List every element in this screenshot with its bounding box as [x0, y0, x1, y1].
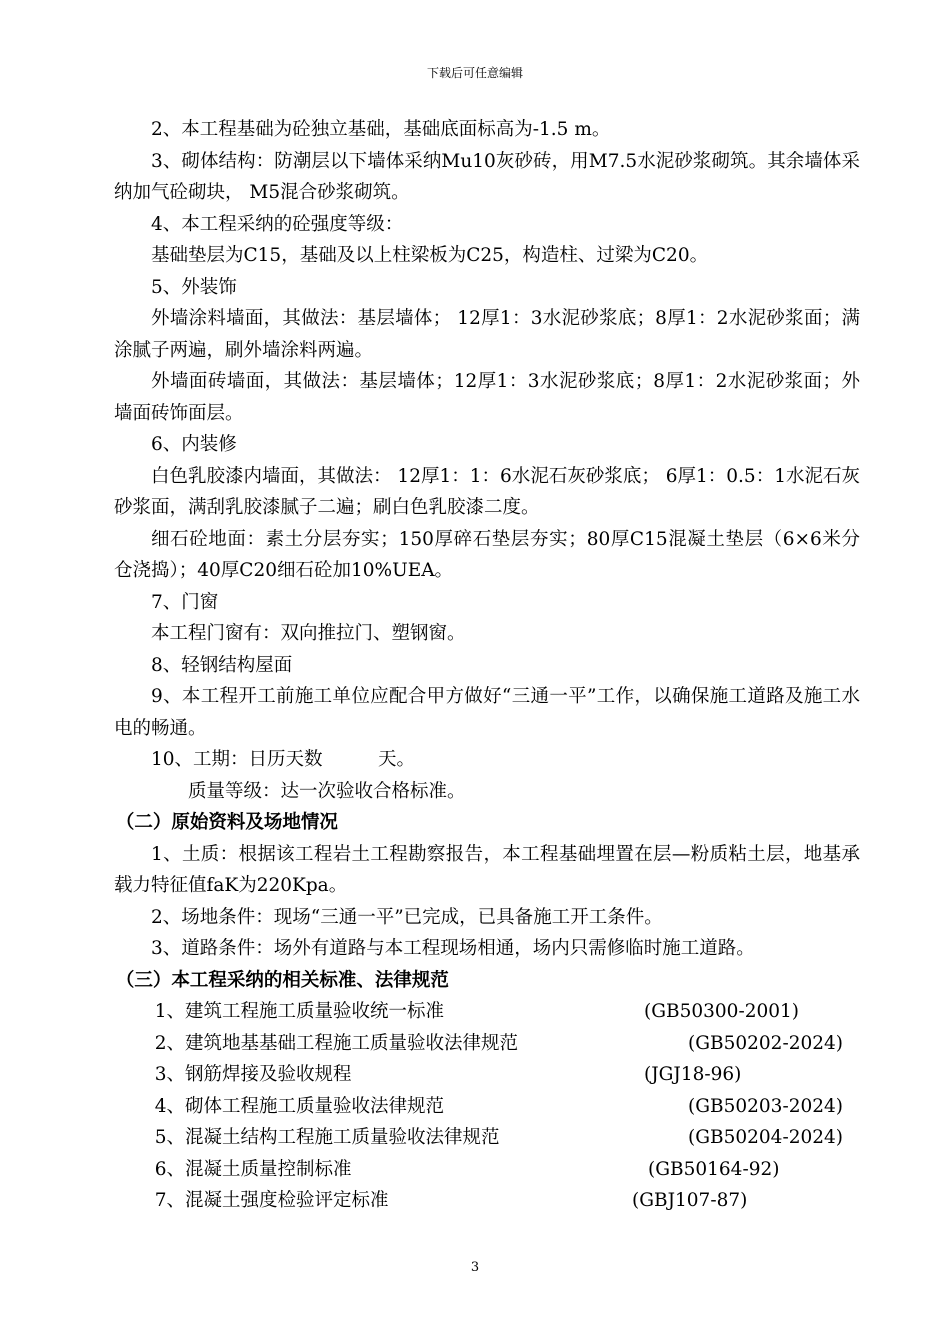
standard-item — [114, 996, 860, 1028]
standard-name: 7、混凝土强度检验评定标准 — [154, 1190, 389, 1211]
paragraph: 2、场地条件：现场“三通一平”已完成，已具备施工开工条件。 — [151, 906, 663, 928]
paragraph: 4、本工程采纳的砼强度等级： — [151, 213, 404, 235]
standard-name: 5、混凝土结构工程施工质量验收法律规范 — [154, 1127, 500, 1148]
standard-code: (GB50202-2024) — [688, 1032, 843, 1054]
standard-name: 1、建筑工程施工质量验收统一标准 — [154, 1001, 444, 1022]
paragraph: 细石砼地面：素土分层夯实；150厚碎石垫层夯实；80厚C15混凝土垫层（6×6米分仓浇捣）；40厚C20细石砼加10%UEA。 — [114, 528, 860, 581]
standard-code: (GB50300-2001) — [644, 1001, 799, 1022]
document-body — [114, 114, 860, 1217]
standard-code: (JGJ18-96) — [644, 1064, 742, 1085]
standard-name: 4、砌体工程施工质量验收法律规范 — [154, 1095, 444, 1117]
standard-code: (GB50204-2024) — [688, 1127, 843, 1148]
paragraph: 7、门窗 — [151, 591, 219, 613]
standard-item — [114, 1059, 860, 1091]
paragraph: 外墙涂料墙面，其做法：基层墙体； 12厚1：3水泥砂浆底；8厚1：2水泥砂浆面；满涂腻子两遍，刷外墙涂料两遍。 — [114, 308, 860, 361]
section-heading: （三）本工程采纳的相关标准、法律规范 — [115, 969, 449, 991]
standard-item — [114, 1185, 860, 1217]
standard-item — [114, 1154, 860, 1186]
standard-name: 2、建筑地基基础工程施工质量验收法律规范 — [154, 1032, 518, 1054]
standard-name: 6、混凝土质量控制标准 — [154, 1158, 352, 1180]
standard-code: (GBJ107-87) — [632, 1190, 748, 1211]
paragraph: 2、本工程基础为砼独立基础，基础底面标高为-1.5 m。 — [151, 119, 611, 140]
paragraph: 6、内装修 — [151, 434, 237, 455]
standard-code: (GB50164-92) — [648, 1158, 780, 1180]
paragraph: 8、轻钢结构屋面 — [151, 654, 293, 676]
paragraph: 5、外装饰 — [151, 276, 237, 298]
paragraph: 外墙面砖墙面，其做法：基层墙体；12厚1：3水泥砂浆底；8厚1：2水泥砂浆面；外墙面砖饰面层。 — [114, 371, 860, 424]
paragraph: 本工程门窗有：双向推拉门、塑钢窗。 — [151, 623, 466, 644]
paragraph: 基础垫层为C15，基础及以上柱梁板为C25，构造柱、过梁为C20。 — [151, 245, 709, 266]
standard-item — [114, 1122, 860, 1154]
paragraph: 质量等级：达一次验收合格标准。 — [188, 780, 466, 802]
paragraph: 3、砌体结构：防潮层以下墙体采纳Mu10灰砂砖，用M7.5水泥砂浆砌筑。其余墙体采纳加气砼砌块， M5混合砂浆砌筑。 — [114, 150, 860, 203]
paragraph: 1、土质：根据该工程岩土工程勘察报告，本工程基础埋置在层—粉质粘土层，地基承载力特征值faK为220Kpa。 — [114, 843, 860, 896]
page-header: 下载后可任意编辑 — [426, 66, 523, 80]
paragraph: 白色乳胶漆内墙面，其做法： 12厚1：1：6水泥石灰砂浆底； 6厚1：0.5：1水泥石灰砂浆面，满刮乳胶漆腻子二遍；刷白色乳胶漆二度。 — [114, 465, 860, 518]
page-number: 3 — [470, 1260, 480, 1275]
standard-name: 3、钢筋焊接及验收规程 — [154, 1064, 352, 1085]
standard-code: (GB50203-2024) — [688, 1095, 843, 1117]
paragraph: 10、工期：日历天数 天。 — [151, 749, 416, 770]
section-heading: （二）原始资料及场地情况 — [115, 812, 338, 833]
paragraph: 3、道路条件：场外有道路与本工程现场相通，场内只需修临时施工道路。 — [151, 938, 755, 959]
paragraph: 9、本工程开工前施工单位应配合甲方做好“三通一平”工作，以确保施工道路及施工水电的畅通。 — [114, 686, 860, 739]
standard-item — [114, 1091, 860, 1123]
standard-item — [114, 1028, 860, 1060]
